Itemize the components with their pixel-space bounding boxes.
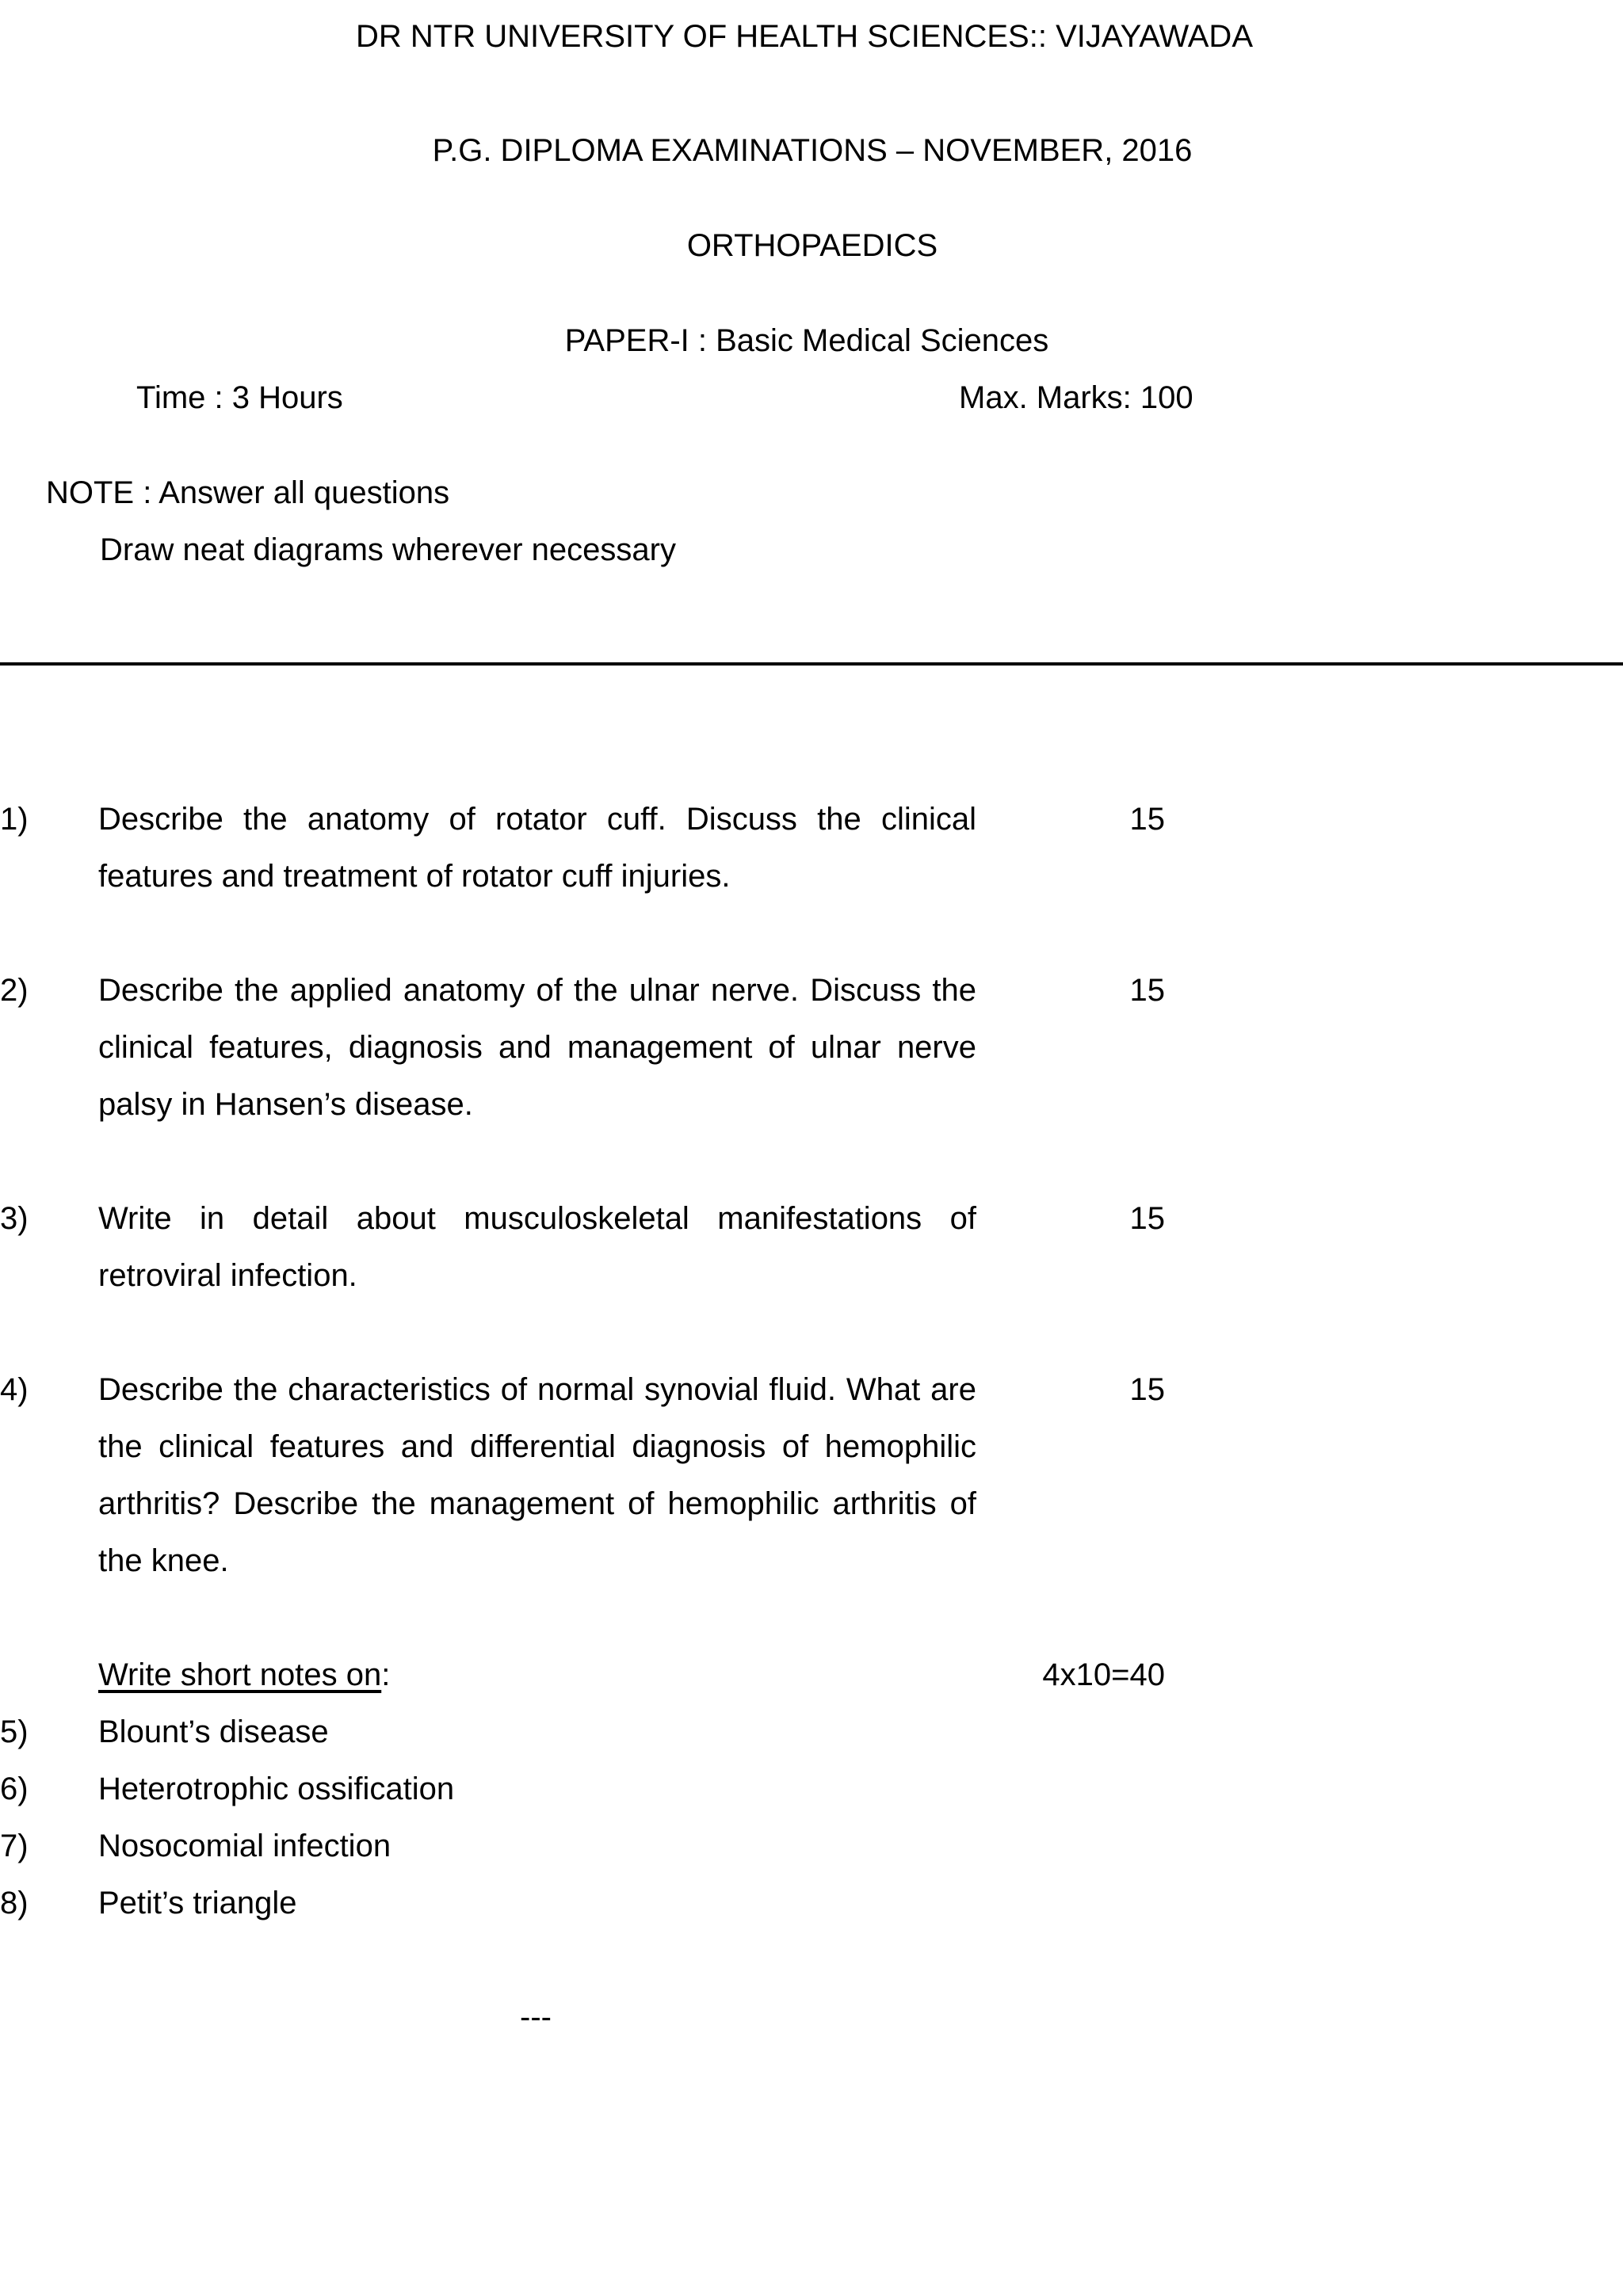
end-of-paper-mark: --- xyxy=(520,2000,552,2035)
university-title: DR NTR UNIVERSITY OF HEALTH SCIENCES:: VIJAYAWADA xyxy=(355,19,1253,54)
short-note-number: 8) xyxy=(0,1886,29,1920)
paper-title: PAPER-I : Basic Medical Sciences xyxy=(564,323,1049,358)
exam-title: P.G. DIPLOMA EXAMINATIONS – NOVEMBER, 2016 xyxy=(432,133,1193,168)
question-marks: 15 xyxy=(1129,1201,1165,1236)
short-note-item: Petit’s triangle xyxy=(98,1886,297,1920)
exam-duration: Time : 3 Hours xyxy=(136,380,343,415)
short-notes-heading-colon: : xyxy=(381,1657,391,1692)
short-notes-heading xyxy=(98,1656,390,1694)
short-note-number: 5) xyxy=(0,1714,29,1749)
subject-title: ORTHOPAEDICS xyxy=(686,228,938,263)
question-marks: 15 xyxy=(1129,1372,1165,1407)
short-note-number: 7) xyxy=(0,1829,29,1863)
max-marks: Max. Marks: 100 xyxy=(959,380,1193,415)
question-text: Write in detail about musculoskeletal manifestations of retroviral infection. xyxy=(98,1201,976,1293)
question-text: Describe the applied anatomy of the ulnar nerve. Discuss the clinical features, diagnosis and management of ulnar nerve palsy in Hansen’s disease. xyxy=(98,973,976,1122)
question-marks: 15 xyxy=(1129,973,1165,1008)
short-note-item: Nosocomial infection xyxy=(98,1829,391,1863)
question-text: Describe the anatomy of rotator cuff. Discuss the clinical features and treatment of rotator cuff injuries. xyxy=(98,802,976,894)
question-text: Describe the characteristics of normal synovial fluid. What are the clinical features and differential diagnosis of hemophilic arthritis? Describe the management of hemophilic arthritis of the knee. xyxy=(98,1372,976,1578)
note-line-2: Draw neat diagrams wherever necessary xyxy=(100,532,676,567)
short-note-number: 6) xyxy=(0,1772,29,1806)
question-number: 2) xyxy=(0,973,29,1008)
question-marks: 15 xyxy=(1129,802,1165,837)
header-divider xyxy=(0,662,1623,666)
short-notes-heading-text: Write short notes on xyxy=(98,1657,382,1692)
short-note-item: Heterotrophic ossification xyxy=(98,1772,455,1806)
question-number: 4) xyxy=(0,1372,29,1407)
short-notes-marks: 4x10=40 xyxy=(1042,1657,1165,1692)
question-number: 3) xyxy=(0,1201,29,1236)
short-note-item: Blount’s disease xyxy=(98,1714,329,1749)
question-number: 1) xyxy=(0,802,29,837)
note-line-1: NOTE : Answer all questions xyxy=(46,475,450,510)
